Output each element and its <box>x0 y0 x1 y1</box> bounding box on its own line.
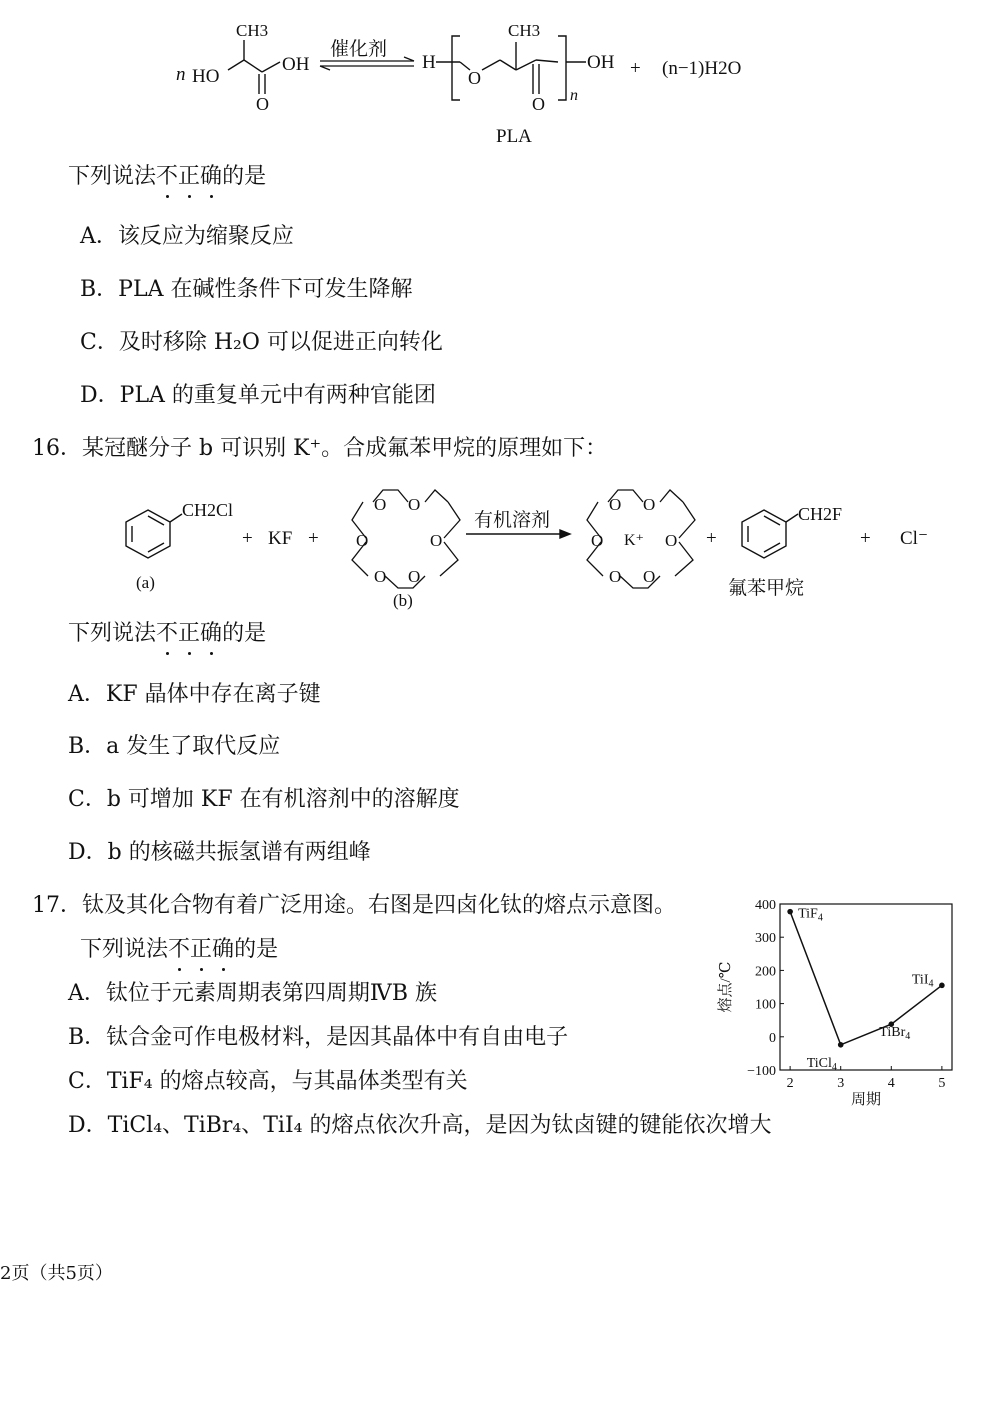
repeat-n: n <box>570 87 578 104</box>
emphasis-char: 确 <box>212 935 234 965</box>
product-ch3: CH3 <box>508 21 541 40</box>
x-tick-label: 2 <box>786 1076 794 1091</box>
q16-option-b[interactable]: B．a 发生了取代反应 <box>68 734 281 759</box>
chloride-ion: Cl⁻ <box>900 528 928 549</box>
y-tick-label: −100 <box>747 1064 776 1079</box>
x-tick-label: 4 <box>887 1076 895 1091</box>
plus-sign: + <box>630 58 641 79</box>
svg-text:O: O <box>374 495 387 514</box>
emphasis-char: 正 <box>190 935 212 965</box>
q17-option-c[interactable]: C．TiF₄ 的熔点较高，与其晶体类型有关 <box>68 1069 468 1094</box>
crown-k-complex <box>587 490 695 588</box>
y-tick-label: 200 <box>755 964 776 980</box>
emphasis-char <box>156 164 222 189</box>
benzene-ring-a <box>126 510 182 558</box>
data-point <box>787 909 793 915</box>
data-point <box>838 1042 844 1048</box>
product-name: 氟苯甲烷 <box>728 578 805 599</box>
y-tick-label: 400 <box>755 898 776 913</box>
x-tick-label: 3 <box>837 1076 845 1091</box>
x-tick-label: 5 <box>938 1076 946 1091</box>
q15-option-b[interactable]: B．PLA 在碱性条件下可发生降解 <box>80 277 413 302</box>
solvent-label: 有机溶剂 <box>474 510 551 531</box>
y-tick-label: 0 <box>769 1030 776 1046</box>
data-label: TiI$_4$ <box>911 972 934 990</box>
emphasis-char: 不 <box>168 935 190 965</box>
reactant-ho: HO <box>192 66 220 87</box>
crown-ether-scheme <box>118 480 938 615</box>
pla-equation <box>170 14 770 154</box>
svg-text:O: O <box>591 531 604 550</box>
data-label: TiF$_4$ <box>798 906 823 924</box>
y-tick-label: 100 <box>755 997 776 1013</box>
emphasis-char <box>156 621 222 646</box>
product-ether-o: O <box>468 68 481 88</box>
lactic-acid-bonds <box>228 40 280 94</box>
plus-4: + <box>860 528 871 549</box>
ch2f-label: CH2F <box>798 504 843 524</box>
plus-1: + <box>242 528 253 549</box>
x-axis-label: 周期 <box>850 1092 882 1108</box>
emphasis-char: 确 <box>200 162 222 192</box>
q17-option-a[interactable]: A．钛位于元素周期表第四周期ⅣB 族 <box>68 981 438 1006</box>
q16-question <box>32 434 607 464</box>
y-tick-label: 300 <box>755 931 776 947</box>
q17-option-d[interactable]: D．TiCl₄、TiBr₄、TiI₄ 的熔点依次升高，是因为钛卤键的键能依次增大 <box>68 1113 772 1138</box>
q17-option-b[interactable]: B．钛合金可作电极材料，是因其晶体中有自由电子 <box>68 1025 569 1050</box>
q16-number: 16． <box>32 436 82 461</box>
emphasis-char: 正 <box>178 619 200 649</box>
emphasis-char <box>168 937 234 962</box>
q17-number: 17． <box>32 893 82 918</box>
product-h: H <box>422 52 436 73</box>
page-footer: 2页（共5页） <box>0 1263 113 1284</box>
reactant-carbonyl-o: O <box>256 94 269 114</box>
svg-text:O: O <box>374 567 387 586</box>
reactant-oh: OH <box>282 54 310 75</box>
coef-n: n <box>176 64 186 85</box>
q16-option-d[interactable]: D．b 的核磁共振氢谱有两组峰 <box>68 840 371 865</box>
emphasis-char: 确 <box>200 619 222 649</box>
reaction-arrow <box>466 530 570 538</box>
pla-bonds <box>436 36 586 100</box>
pla-label: PLA <box>496 126 532 147</box>
q15-stem: 下列说法不正确的是 <box>68 162 266 192</box>
q17-stem: 下列说法不正确的是 <box>80 935 278 965</box>
water-term: (n−1)H2O <box>662 58 742 79</box>
crown-ether-b <box>352 490 460 588</box>
product-carbonyl-o: O <box>532 94 545 114</box>
q17-question <box>32 891 676 921</box>
q17-intro: 钛及其化合物有着广泛用途。右图是四卤化钛的熔点示意图。 <box>82 893 677 918</box>
q16-intro: 某冠醚分子 b 可识别 K⁺。合成氟苯甲烷的原理如下： <box>82 436 608 461</box>
data-label: TiBr$_4$ <box>879 1025 911 1043</box>
melting-point-chart <box>712 890 962 1108</box>
svg-text:O: O <box>609 495 622 514</box>
q16-option-c[interactable]: C．b 可增加 KF 在有机溶剂中的溶解度 <box>68 787 460 812</box>
label-b: (b) <box>393 591 413 610</box>
benzene-ring-product <box>742 510 798 558</box>
q15-option-a[interactable]: A．该反应为缩聚反应 <box>80 224 294 249</box>
k-ion-label: K⁺ <box>624 532 644 549</box>
svg-text:O: O <box>609 567 622 586</box>
catalyst-label: 催化剂 <box>330 39 388 60</box>
svg-text:O: O <box>430 531 443 550</box>
emphasis-char: 不 <box>156 619 178 649</box>
reactant-ch3: CH3 <box>236 21 269 40</box>
data-point <box>939 983 945 989</box>
q16-option-a[interactable]: A．KF 晶体中存在离子键 <box>68 682 321 707</box>
kf-label: KF <box>268 528 293 549</box>
plus-3: + <box>706 528 717 549</box>
product-oh: OH <box>587 52 615 73</box>
svg-text:O: O <box>643 567 656 586</box>
ch2cl-label: CH2Cl <box>182 500 234 520</box>
svg-text:O: O <box>408 495 421 514</box>
emphasis-char: 正 <box>178 162 200 192</box>
q15-option-c[interactable]: C．及时移除 H₂O 可以促进正向转化 <box>80 330 443 355</box>
emphasis-char: 不 <box>156 162 178 192</box>
label-a: (a) <box>136 573 155 592</box>
plus-2: + <box>308 528 319 549</box>
data-label: TiCl$_4$ <box>806 1055 837 1073</box>
y-axis-label: 熔点/℃ <box>718 961 734 1013</box>
svg-text:O: O <box>643 495 656 514</box>
svg-text:O: O <box>356 531 369 550</box>
q16-stem: 下列说法不正确的是 <box>68 619 266 649</box>
q15-option-d[interactable]: D．PLA 的重复单元中有两种官能团 <box>80 383 436 408</box>
svg-text:O: O <box>408 567 421 586</box>
svg-text:O: O <box>665 531 678 550</box>
